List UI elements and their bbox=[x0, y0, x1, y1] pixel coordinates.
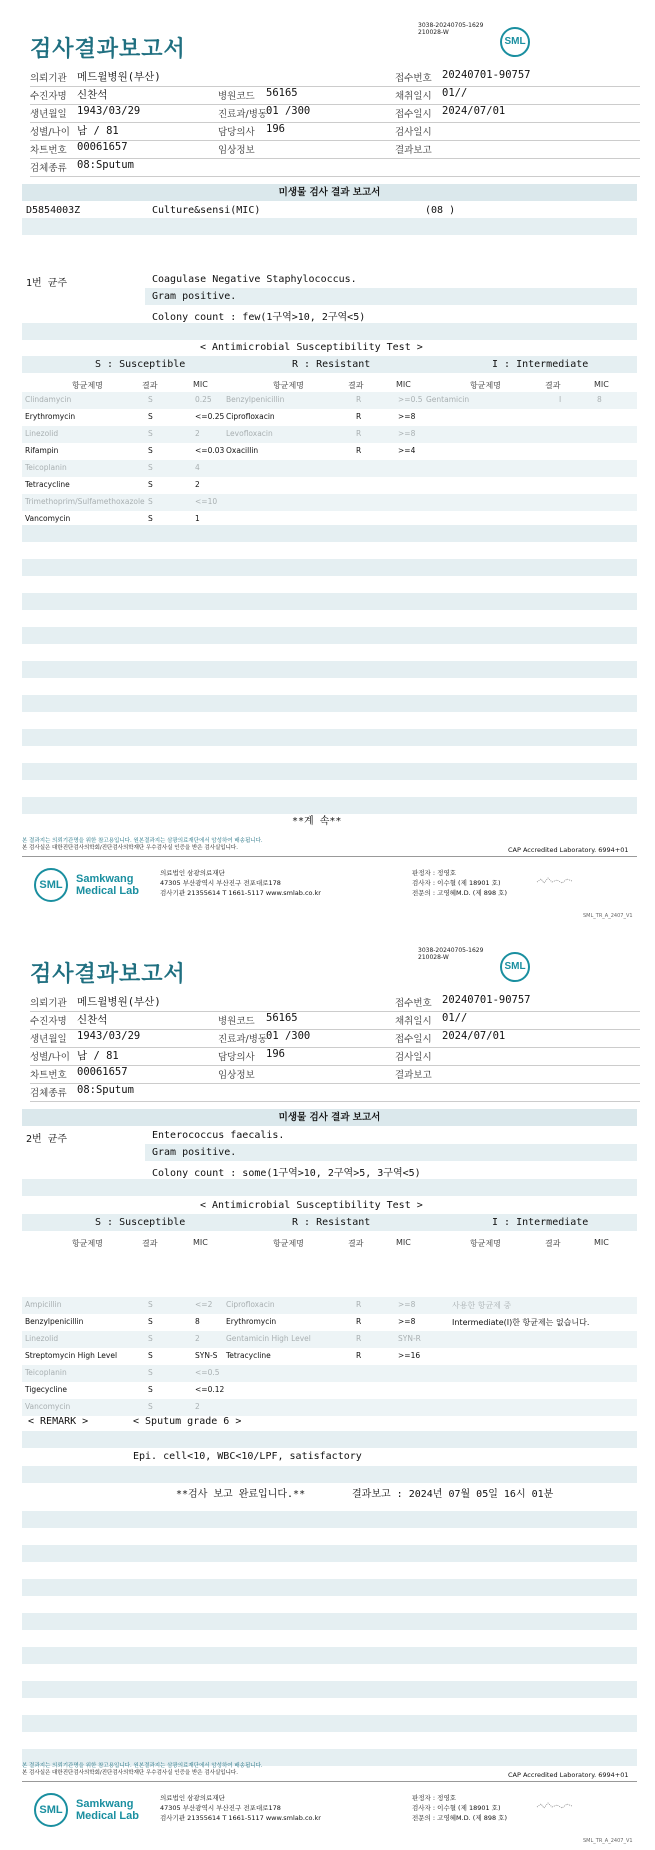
stripe bbox=[22, 729, 637, 746]
stripe bbox=[22, 763, 637, 780]
header-row-3: 생년월일 1943/03/29 진료과/병동 01 /300 접수일시 2024/07/01 bbox=[30, 103, 640, 123]
drug-name: Tigecycline bbox=[25, 1385, 68, 1394]
organism-label: 2번 균주 bbox=[26, 1134, 68, 1145]
section-title: 미생물 검사 결과 보고서 bbox=[22, 184, 637, 201]
result: S bbox=[148, 1385, 153, 1394]
colony-count: Colony count : some(1구역>10, 2구역>5, 3구역<5) bbox=[152, 1168, 421, 1179]
sml-logo-icon: SML bbox=[500, 952, 530, 982]
sex-age: 남 / 81 bbox=[77, 125, 119, 137]
result: S bbox=[148, 412, 153, 421]
report-time: 결과보고 : 2024년 07월 05일 16시 01분 bbox=[352, 1489, 554, 1500]
header-row-2: 수진자명 신찬석 병원코드 56165 채취일시 01// bbox=[30, 1010, 640, 1030]
organism-label: 1번 균주 bbox=[26, 278, 68, 289]
test-num: (08 ) bbox=[425, 205, 456, 216]
result: R bbox=[356, 1317, 362, 1326]
intermediate-note-2: Intermediate(I)한 항균제는 없습니다. bbox=[452, 1318, 590, 1327]
report-page-2: 검사결과보고서 3038-20240705-1629 210028-W SML 의뢰기관 메드윌병원(부산) 접수번호 20240701-90757 수진자명 신찬석 병원코드 56165 채취일시 01// 생년월일 1943/03/29 진료과/병동 01 /300 접수일시 2024/07/01 성별/나이 남 / 81 담당의사 196 검사일시 차트번호 00061657 임상정보 결과보고 검체종류 08:Sputum 미생물 검사 결과 보고서 2번 균주 Enterococcus faecalis. Gram positive. Colony count : some(1구역>10, 2구역>5, 3구역<5) < Antimicrobial Susceptibility Test > S : Susceptible R : Resistant I : Intermediate 항균제명 결과 MIC 항균제명 결과 MIC 항균제명 결과 MIC Benzylpenicillin S 8 Streptomycin High Level S SYN-S Tigecycline S <=0.12 Erythromycin R >=8 Tetracycline R >=16 Intermediate(I)한 항균제는 없습니다. < REMARK > < Sputum grade 6 > Epi. cell<10, WBC<10/LPF, satisfactory **검사 보고 완료입니다.** 결과보고 : 2024년 07월 05일 16시 01분 본 결과지는 의뢰기관명을 위한 참고용입니다. 원본결과지는 삼광의료재단에서 암성하여 배송됩니다. 본 검사실은 대한진단검사의학회/진단검사의학재단 우수검사실 인증을 받은 검사실입니다. CAP Accredited Laboratory. 6994+01 SML Samkwang Medical Lab 의료법인 삼광의료재단 47305 부산광역시 부산진구 전포대로178 검사기관 21355614 T 1661-5117 www.smlab.co.kr 판정자 : 정영호 검사자 : 이수혈 (제 18901 호) 전문의 : 고영혜M.D. (제 898 호) SML_TR_A_2407_V1 bbox=[0, 925, 655, 1850]
mic-value: 1 bbox=[195, 514, 200, 523]
mic-value: >=4 bbox=[398, 446, 416, 455]
gram-stain: Gram positive. bbox=[152, 1147, 237, 1158]
stripe bbox=[22, 323, 637, 340]
remark-grade: < Sputum grade 6 > bbox=[133, 1416, 242, 1427]
cap-label: CAP Accredited Laboratory. 6994+01 bbox=[508, 1771, 629, 1779]
doc-code: 3038-20240705-1629 210028-W bbox=[418, 22, 484, 36]
cap-label: CAP Accredited Laboratory. 6994+01 bbox=[508, 846, 629, 854]
stripe bbox=[22, 661, 637, 678]
result: R bbox=[356, 1351, 362, 1360]
footer-note: 본 결과지는 의뢰기관명을 위한 참고용입니다. 원본결과지는 삼광의료재단에서 암성하여 배송됩니다. 본 검사실은 대한진단검사의학회/진단검사의학재단 우수검사실 인증을 받은 검사실입니다. bbox=[22, 1763, 263, 1776]
ast-title: < Antimicrobial Susceptibility Test > bbox=[200, 1200, 423, 1211]
signatures: 판정자 : 정영호 검사자 : 이수혈 (제 18901 호) 전문의 : 고영혜M.D. (제 898 호) bbox=[412, 1794, 507, 1822]
legend-intermediate: I : Intermediate bbox=[492, 1217, 589, 1228]
test-name: Culture&sensi(MIC) bbox=[152, 205, 261, 216]
drug-name: Rifampin bbox=[25, 446, 59, 455]
receipt-no: 20240701-90757 bbox=[442, 69, 531, 81]
institution: 메드윌병원(부산) bbox=[77, 71, 161, 83]
footer-note: 본 결과지는 의뢰기관명을 위한 참고용입니다. 원본결과지는 삼광의료재단에서 암성하여 배송됩니다. 본 검사실은 대한진단검사의학회/진단검사의학재단 우수검사실 인증을 받은 검사실입니다. bbox=[22, 838, 263, 851]
stripe bbox=[22, 1365, 637, 1382]
header-row-6: 검체종류 08:Sputum bbox=[30, 1082, 640, 1102]
stripe bbox=[22, 460, 637, 477]
organism-name: Enterococcus faecalis. bbox=[152, 1130, 285, 1141]
signature-scribble bbox=[535, 876, 575, 886]
mic-value: <=0.03 bbox=[195, 446, 225, 455]
dob: 1943/03/29 bbox=[77, 105, 141, 117]
result: R bbox=[356, 412, 362, 421]
stripe bbox=[22, 559, 637, 576]
chart-no: 00061657 bbox=[77, 141, 128, 153]
test-code: D5854003Z bbox=[26, 205, 81, 216]
header-row-2: 수진자명 신찬석 병원코드 56165 채취일시 01// bbox=[30, 85, 640, 105]
sml-logo-icon: SML bbox=[500, 27, 530, 57]
drug-name: Tetracycline bbox=[25, 480, 70, 489]
report-title: 검사결과보고서 bbox=[30, 962, 186, 987]
drug-name: Erythromycin bbox=[226, 1317, 277, 1326]
mic-value: >=16 bbox=[398, 1351, 421, 1360]
doc-code: 3038-20240705-1629 210028-W bbox=[418, 947, 484, 961]
legend-resistant: R : Resistant bbox=[292, 1217, 371, 1228]
stripe bbox=[22, 1647, 637, 1664]
legend-susceptible: S : Susceptible bbox=[95, 1217, 186, 1228]
header-row-3: 생년월일 1943/03/29 진료과/병동 01 /300 접수일시 2024/07/01 bbox=[30, 1028, 640, 1048]
signatures: 판정자 : 정영호 검사자 : 이수혈 (제 18901 호) 전문의 : 고영혜M.D. (제 898 호) bbox=[412, 869, 507, 897]
org-info: 의료법인 삼광의료재단 47305 부산광역시 부산진구 전포대로178 검사기관 21355614 T 1661-5117 www.smlab.co.kr bbox=[160, 1794, 321, 1822]
drug-name: Vancomycin bbox=[25, 514, 71, 523]
drug-name: Tetracycline bbox=[226, 1351, 271, 1360]
sml-brand-icon: SML bbox=[34, 1793, 68, 1827]
stripe bbox=[22, 494, 637, 511]
mic-value: >=8 bbox=[398, 412, 416, 421]
report-complete: **검사 보고 완료입니다.** bbox=[176, 1489, 306, 1500]
brand-name: Samkwang Medical Lab bbox=[76, 873, 139, 897]
specimen: 08:Sputum bbox=[77, 159, 134, 171]
result: S bbox=[148, 1351, 153, 1360]
section-title: 미생물 검사 결과 보고서 bbox=[22, 1109, 637, 1126]
continued-label: **계 속** bbox=[292, 816, 342, 827]
brand-name: Samkwang Medical Lab bbox=[76, 1798, 139, 1822]
mic-value: 8 bbox=[195, 1317, 200, 1326]
stripe bbox=[22, 218, 637, 235]
drug-name: Erythromycin bbox=[25, 412, 76, 421]
mic-value: >=8 bbox=[398, 1317, 416, 1326]
stripe bbox=[22, 1511, 637, 1528]
header-row-4: 성별/나이 남 / 81 담당의사 196 검사일시 bbox=[30, 1046, 640, 1066]
legend-susceptible: S : Susceptible bbox=[95, 359, 186, 370]
mic-value: <=0.25 bbox=[195, 412, 225, 421]
mic-value: <=0.12 bbox=[195, 1385, 225, 1394]
drug-name: Streptomycin High Level bbox=[25, 1351, 118, 1360]
signature-scribble bbox=[535, 1801, 575, 1811]
stripe bbox=[22, 593, 637, 610]
organism-name: Coagulase Negative Staphylococcus. bbox=[152, 274, 357, 285]
stripe bbox=[22, 627, 637, 644]
legend-intermediate: I : Intermediate bbox=[492, 359, 589, 370]
dept: 01 /300 bbox=[266, 105, 311, 117]
stripe bbox=[22, 1545, 637, 1562]
drug-name: Oxacillin bbox=[226, 446, 259, 455]
patient-name: 신찬석 bbox=[77, 89, 108, 101]
result: R bbox=[356, 446, 362, 455]
stripe bbox=[22, 1579, 637, 1596]
stripe bbox=[22, 1681, 637, 1698]
result: S bbox=[148, 1317, 153, 1326]
stripe bbox=[22, 1297, 637, 1314]
org-info: 의료법인 삼광의료재단 47305 부산광역시 부산진구 전포대로178 검사기관 21355614 T 1661-5117 www.smlab.co.kr bbox=[160, 869, 321, 897]
stripe bbox=[22, 426, 637, 443]
remark-detail: Epi. cell<10, WBC<10/LPF, satisfactory bbox=[133, 1451, 362, 1462]
report-page-1: 검사결과보고서 3038-20240705-1629 210028-W SML 의뢰기관 메드윌병원(부산) 접수번호 20240701-90757 수진자명 신찬석 병원코드 56165 채취일시 01// 생년월일 1943/03/29 진료과/병동 01 /300 접수일시 2024/07/01 성별/나이 남 / 81 담당의사 196 검사일시 차트번호 00061657 임상정보 결과보고 검체종류 08:Sputum 미생물 검사 결과 보고서 D5854003Z Culture&sensi(MIC) (08 ) 1번 균주 Coagulase Negative Staphylococcus. Gram positive. Colony count : few(1구역>10, 2구역<5) < Antimicrobial Susceptibility Test > S : Susceptible R : Resistant I : Intermediate 항균제명 결과 MIC 항균제명 결과 MIC 항균제명 결과 MIC Erythromycin S <=0.25 Rifampin S <=0.03 Tetracycline S 2 Vancomycin S 1 Ciprofloxacin R >=8 Oxacillin R >=4 **계 속** 본 결과지는 의뢰기관명을 위한 참고용입니다. 원본결과지는 삼광의료재단에서 암성하여 배송됩니다. 본 검사실은 대한진단검사의학회/진단검사의학재단 우수검사실 인증을 받은 검사실입니다. CAP Accredited Laboratory. 6994+01 SML Samkwang Medical Lab 의료법인 삼광의료재단 47305 부산광역시 부산진구 전포대로178 검사기관 21355614 T 1661-5117 www.smlab.co.kr 판정자 : 정영호 검사자 : 이수혈 (제 18901 호) 전문의 : 고영혜M.D. (제 898 호) SML_TR_A_2407_V1 bbox=[0, 0, 655, 925]
result: S bbox=[148, 514, 153, 523]
form-code: SML_TR_A_2407_V1 bbox=[583, 1838, 633, 1844]
header-row-4: 성별/나이 남 / 81 담당의사 196 검사일시 bbox=[30, 121, 640, 141]
form-code: SML_TR_A_2407_V1 bbox=[583, 913, 633, 919]
stripe bbox=[22, 1715, 637, 1732]
drug-name: Ciprofloxacin bbox=[226, 412, 275, 421]
stripe bbox=[22, 1331, 637, 1348]
legend-resistant: R : Resistant bbox=[292, 359, 371, 370]
stripe bbox=[22, 1613, 637, 1630]
header-row-5: 차트번호 00061657 임상정보 결과보고 bbox=[30, 139, 640, 159]
header-row-1: 의뢰기관 메드윌병원(부산) 접수번호 20240701-90757 bbox=[30, 992, 640, 1012]
ast-title: < Antimicrobial Susceptibility Test > bbox=[200, 342, 423, 353]
result: S bbox=[148, 480, 153, 489]
stripe bbox=[22, 392, 637, 409]
header-row-6: 검체종류 08:Sputum bbox=[30, 157, 640, 177]
collect-date: 01// bbox=[442, 87, 468, 99]
mic-value: 2 bbox=[195, 480, 200, 489]
drug-name: Benzylpenicillin bbox=[25, 1317, 84, 1326]
report-title: 검사결과보고서 bbox=[30, 37, 186, 62]
colony-count: Colony count : few(1구역>10, 2구역<5) bbox=[152, 312, 366, 323]
header-row-1: 의뢰기관 메드윌병원(부산) 접수번호 20240701-90757 bbox=[30, 67, 640, 87]
gram-stain: Gram positive. bbox=[152, 291, 237, 302]
remark-label: < REMARK > bbox=[28, 1416, 89, 1427]
mic-value: SYN-S bbox=[195, 1351, 218, 1360]
hosp-code: 56165 bbox=[266, 87, 298, 99]
sml-brand-icon: SML bbox=[34, 868, 68, 902]
result: S bbox=[148, 446, 153, 455]
stripe bbox=[22, 695, 637, 712]
header-row-5: 차트번호 00061657 임상정보 결과보고 bbox=[30, 1064, 640, 1084]
stripe bbox=[22, 525, 637, 542]
receipt-date: 2024/07/01 bbox=[442, 105, 506, 117]
stripe bbox=[22, 1399, 637, 1416]
doctor: 196 bbox=[266, 123, 285, 135]
